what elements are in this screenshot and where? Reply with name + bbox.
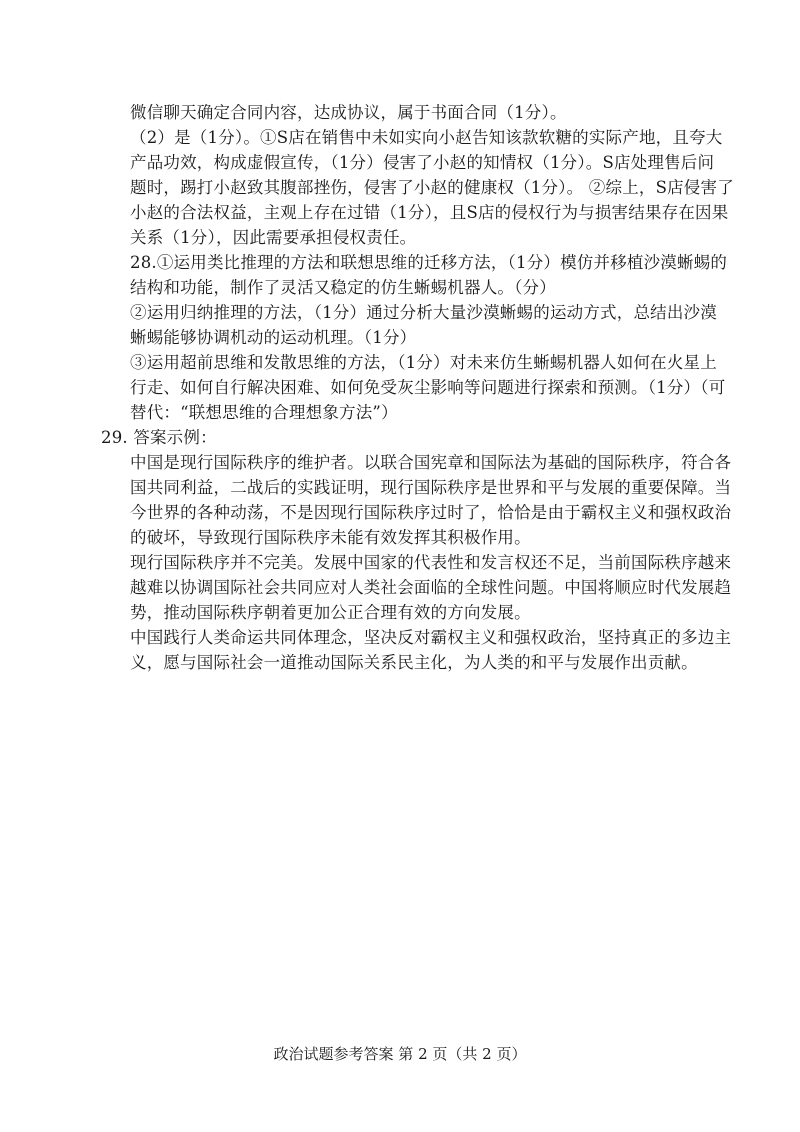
q28-line-2: 结构和功能，制作了灵活又稳定的仿生蜥蜴机器人。（分） — [130, 278, 556, 297]
q28-line-3: ②运用归纳推理的方法，（1分）通过分析大量沙漠蜥蜴的运动方式，总结出沙漠 — [130, 303, 717, 322]
q29-line-6: 越难以协调国际社会共同应对人类社会面临的全球性问题。中国将顺应时代发展趋 — [130, 578, 732, 597]
q27-line-5: 小赵的合法权益，主观上存在过错（1分），且S店的侵权行为与损害结果存在因果 — [130, 203, 729, 222]
q29-line-1: 中国是现行国际秩序的维护者。以联合国宪章和国际法为基础的国际秩序，符合各 — [130, 453, 732, 472]
q29-line-7: 势，推动国际秩序朝着更加公正合理有效的方向发展。 — [130, 603, 531, 622]
q29-line-3: 今世界的各种动荡，不是因现行国际秩序过时了，恰恰是由于霸权主义和强权政治 — [130, 503, 732, 522]
q27-line-6: 关系（1分），因此需要承担侵权责任。 — [130, 228, 417, 247]
q29-line-4: 的破坏，导致现行国际秩序未能有效发挥其积极作用。 — [130, 528, 531, 547]
q28-line-6: 行走、如何自行解决困难、如何免受灰尘影响等问题进行探索和预测。（1分）（可 — [130, 378, 726, 397]
q29-line-2: 国共同利益，二战后的实践证明，现行国际秩序是世界和平与发展的重要保障。当 — [130, 478, 732, 497]
q29-heading: 29. 答案示例： — [101, 428, 217, 447]
q27-line-1: 微信聊天确定合同内容，达成协议，属于书面合同（1分）。 — [130, 103, 567, 122]
q27-line-2: （2）是（1分）。①S店在销售中未如实向小赵告知该款软糖的实际产地，且夸大 — [130, 128, 723, 147]
q27-line-3: 产品功效，构成虚假宣传，（1分）侵害了小赵的知情权（1分）。S店处理售后问 — [130, 153, 715, 172]
q29-line-5: 现行国际秩序并不完美。发展中国家的代表性和发言权还不足，当前国际秩序越来 — [130, 553, 732, 572]
q28-line-5: ③运用超前思维和发散思维的方法，（1分）对未来仿生蜥蜴机器人如何在火星上 — [130, 353, 717, 372]
page-footer: 政治试题参考答案 第 2 页（共 2 页） — [273, 1045, 527, 1063]
q28-line-7: 替代：“联想思维的合理想象方法”） — [130, 403, 398, 422]
q28-line-4: 蜥蜴能够协调机动的运动机理。（1分） — [130, 328, 417, 347]
q28-line-1: 28.①运用类比推理的方法和联想思维的迁移方法，（1分）模仿并移植沙漠蜥蜴的 — [130, 253, 728, 272]
q27-line-4: 题时，踢打小赵致其腹部挫伤，侵害了小赵的健康权（1分）。 ②综上，S店侵害了 — [130, 178, 734, 197]
q29-line-8: 中国践行人类命运共同体理念，坚决反对霸权主义和强权政治，坚持真正的多边主 — [130, 628, 732, 647]
q29-line-9: 义，愿与国际社会一道推动国际关系民主化，为人类的和平与发展作出贡献。 — [130, 653, 698, 672]
